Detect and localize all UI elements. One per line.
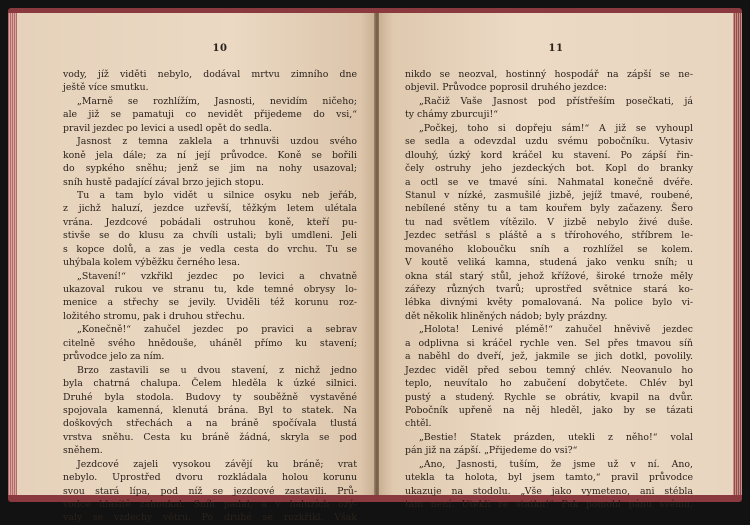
text-line: „Konečně!“ zahučel jezdec po pravici a sebrav — [77, 324, 357, 336]
text-line: vrána. Jezdcové pobádali ostruhou koně, kteří pu- — [63, 216, 357, 228]
text-line: čely ostruhy jeho jezdeckých bot. Kopl do branky — [405, 163, 693, 175]
right-page-text — [405, 68, 693, 511]
text-line: ale již se pamatuji co nevidět přijedeme do vsi,“ — [63, 109, 357, 121]
text-line: Pobočník upřeně na něj hleděl, jako by se tázati — [405, 404, 693, 416]
text-line: dlouhý, úzký kord kráčel ku stavení. Po zápší řin- — [405, 149, 693, 161]
text-line: zářezy různých tvarů; uprostřed světnice stará ko- — [405, 284, 693, 295]
text-line: svou stará lípa, pod níž se jezdcové zastavili. Prů- — [63, 485, 357, 497]
text-line: koně jela dále; za ní její průvodce. Koně se bořili — [63, 149, 357, 161]
text-line: uhýbala kolem výběžku černého lesa. — [63, 257, 240, 269]
text-line: nikdo se neozval, hostinný hospodář na zápší se ne- — [405, 69, 693, 80]
text-line: a octl se ve tmavé síni. Nahmatal konečně dvéře. — [405, 176, 693, 188]
text-line: „Račiž Vaše Jasnost pod přístřeším posečkati, já — [419, 95, 693, 107]
text-line: lébka divnými květy pomalovaná. Na police bylo vi- — [405, 297, 693, 309]
text-line: „Stavení!“ vzkřikl jezdec po levici a chvatně — [77, 270, 357, 282]
right-page-number: 11 — [548, 43, 564, 54]
text-line: „Holota! Lenivé plémě!“ zahučel hněvivě jezdec — [419, 324, 693, 336]
text-line: a odplivna si kráčel rychle ven. Sel přes tmavou síň — [405, 337, 693, 349]
left-page-text — [63, 68, 357, 525]
text-line: utekla ta holota, byl jsem tamto,“ pravil průvodce — [405, 472, 693, 484]
text-line: průvodce jelo za ním. — [63, 351, 165, 363]
text-line: stivše se do klusu za chvíli ustali; byli umdleni. Jeli — [63, 230, 357, 242]
text-line: pán již na zápší. „Přijedeme do vsi?“ — [405, 445, 578, 457]
left-page — [17, 13, 375, 524]
text-line: do sypkého sněhu; jenž se jim na nohy usazoval; — [63, 163, 357, 175]
text-line: „Počkej, toho si dopřeju sám!“ A již se vyhoupl — [419, 122, 693, 134]
text-line: „Marně se rozhlížím, Jasnosti, nevidím ničeho; — [77, 95, 357, 107]
text-line: objevil. Průvodce poprosil druhého jezdce: — [405, 82, 607, 94]
text-line: teplo, neuvítalo ho zabučení dobytčete. Chlév byl — [405, 378, 693, 390]
text-line: z jichž haluzí, jezdce uzřevší, těžkým letem ulétala — [63, 203, 357, 215]
text-line: valy se vzdechy větru. Po druhé se rozkřikl. Však — [63, 512, 357, 524]
text-line: s kopce dolů, a zas je vedla cesta do vrchu. Tu se — [63, 243, 357, 255]
text-line: nebílené stěny tu a tam kouřem byly začazeny. Šero — [405, 203, 693, 215]
text-line: se sedla a odevzdal uzdu svému pobočníku. Vytasiv — [405, 136, 693, 148]
text-line: Jezdec setřásl s pláště a s třírohového, stříbrem le- — [405, 230, 693, 242]
page-edges-left — [8, 13, 17, 495]
text-line: a naběhl do dveří, jež, jakmile se jich dotkl, povolily. — [405, 351, 693, 363]
text-line: vodce hlasitě zahoukal. Sníh padal, a v haluzích ozý- — [63, 499, 357, 510]
left-page-number: 10 — [212, 43, 228, 54]
text-line: byla chatrná chalupa. Čelem hleděla k úzké silnici. — [63, 378, 357, 390]
text-line: Jasnost z temna zaklela a trhnuvši uzdou svého — [77, 136, 357, 148]
text-line: pravil jezdec po levici a usedl opět do sedla. — [63, 122, 272, 134]
text-line: tu nad světlem vítězilo. V jizbě nebylo živé duše. — [405, 216, 693, 228]
text-line: vody, jíž viděti nebylo, dodával mrtvu zimního dne — [63, 69, 357, 80]
text-line: Jezdec viděl před sebou temný chlév. Neovanulo ho — [405, 364, 693, 376]
text-line: nebylo. Uprostřed dvoru rozkládala holou korunu — [63, 472, 357, 484]
text-line: ukazuje na stodolu. „Vše jako vymeteno, ani stébla — [405, 485, 693, 497]
text-line: V koutě veliká kamna, studená jako venku sníh; u — [405, 257, 693, 269]
text-line: vrstva sněhu. Cesta ku bráně žádná, skryla se pod — [63, 431, 357, 443]
text-line: sníh hustě padající zával brzo jejich stopu. — [63, 176, 265, 188]
text-line: spojovala kamenná, klenutá brána. Byl to statek. Na — [63, 404, 357, 416]
text-line: ložitého stromu, pak i druhou střechu. — [63, 310, 245, 322]
text-line: Brzo zastavili se u dvou stavení, z nichž jedno — [77, 364, 357, 376]
text-line: ještě více smutku. — [63, 82, 149, 94]
text-line: movaného kloboučku sníh a rozhlížel se kolem. — [405, 243, 693, 255]
text-line: Stanul v nízké, zasmušilé jizbě, jejíž tmavé, roubené, — [405, 189, 693, 201]
text-line: „Bestie! Statek prázden, utekli z něho!“ volal — [419, 431, 693, 443]
text-line: ukazoval rukou ve stranu tu, kde temné obrysy lo- — [63, 284, 357, 295]
text-line: dět několik hliněných nádob; byly prázdny. — [405, 310, 608, 322]
text-line: Druhé byla stodola. Budovy ty souběžně vystavěné — [63, 391, 357, 403]
text-line: tam není. Utekli ze statku!“ Pak pomohl pánu svému, — [405, 499, 693, 510]
text-line: pustý a studený. Rychle se obrátiv, kvapil na dvůr. — [405, 391, 693, 403]
text-line: ty chámy zburcuji!“ — [405, 109, 498, 121]
text-line: okna stál starý stůl, jehož křížové, široké trnože měly — [405, 270, 693, 282]
page-edges-right — [733, 13, 742, 495]
text-line: menice a střechy se jevily. Uviděli též korunu roz- — [63, 297, 357, 309]
text-line: „Ano, Jasnosti, tuším, že jsme už v ní. Ano, — [419, 458, 693, 470]
text-line: Jezdcové zajeli vysokou závějí ku bráně; vrat — [77, 458, 357, 470]
open-book — [8, 8, 742, 524]
text-line: sněhem. — [63, 445, 103, 457]
right-page — [379, 13, 733, 510]
text-line: chtěl. — [405, 418, 432, 430]
text-line: Tu a tam bylo vidět u silnice osyku neb jeřáb, — [77, 189, 357, 201]
text-line: doškových střechách a na bráně spočívala tlustá — [63, 418, 357, 430]
text-line: citelně svého hnědouše, uháněl přímo ku stavení; — [63, 337, 357, 349]
